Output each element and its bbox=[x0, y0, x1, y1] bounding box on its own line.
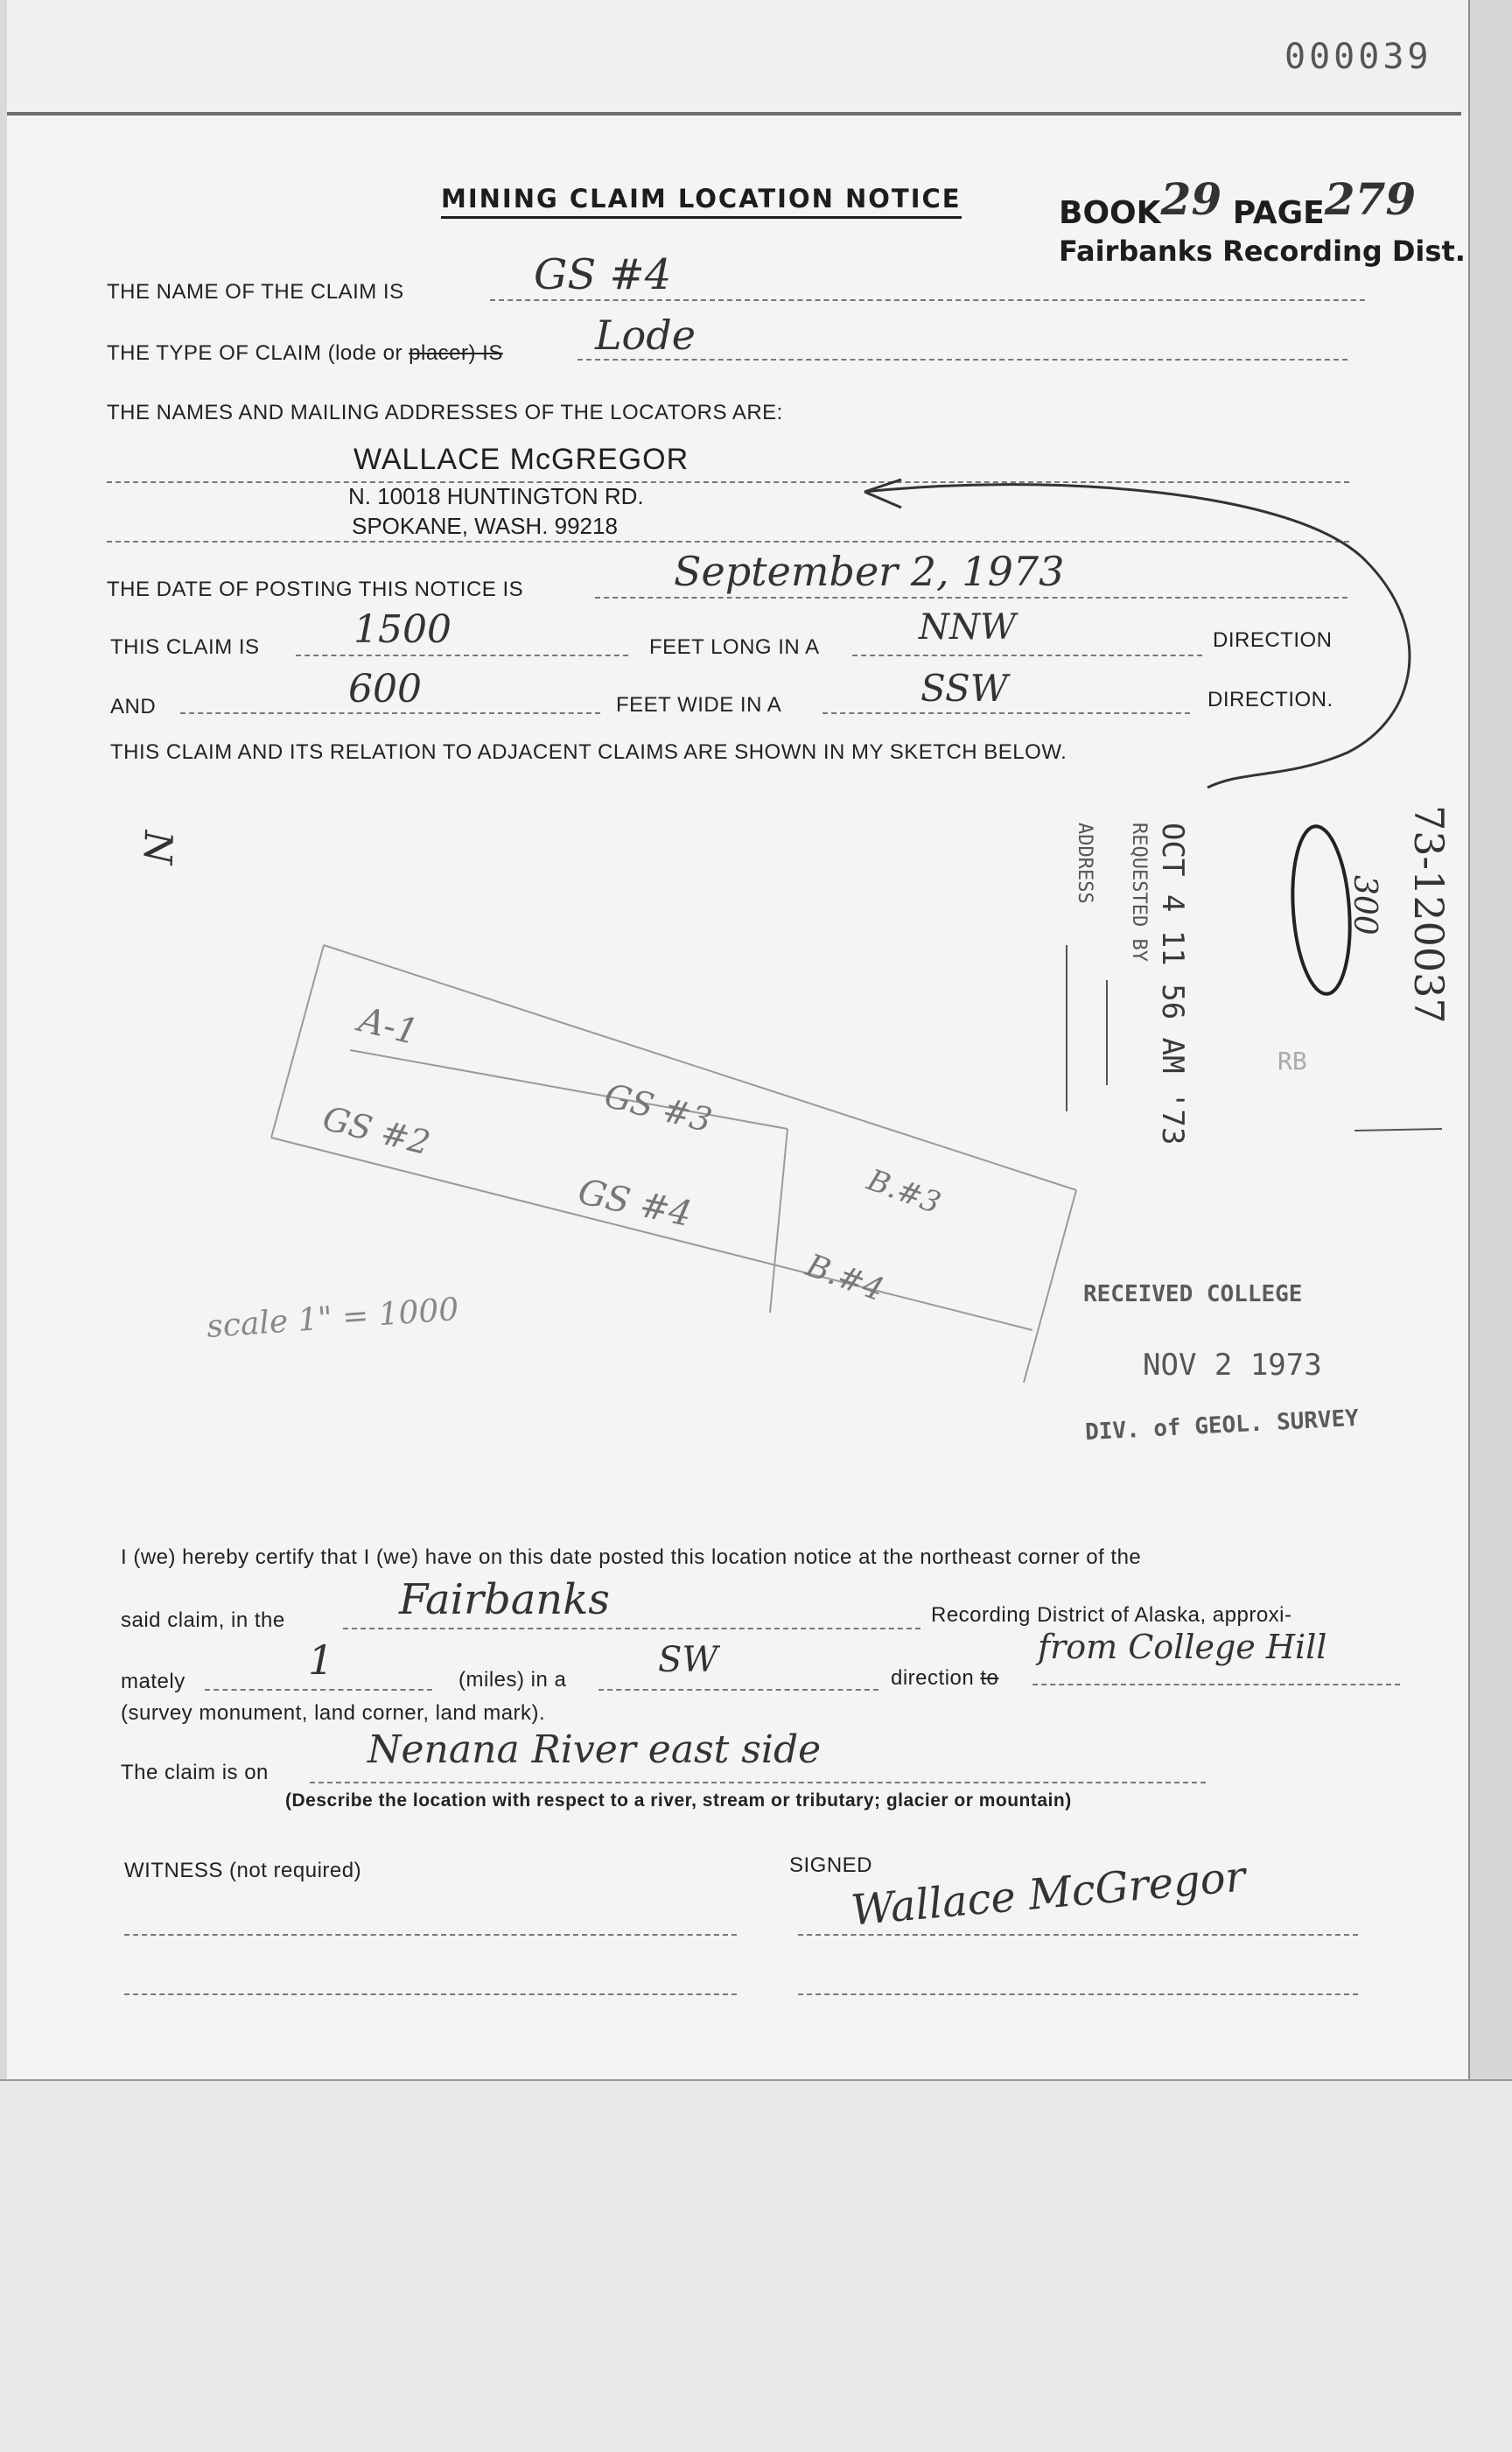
claim-on-rule bbox=[310, 1782, 1206, 1783]
sketch-gs3: GS #3 bbox=[600, 1075, 716, 1140]
signed-label: SIGNED bbox=[789, 1853, 873, 1877]
witness-label: WITNESS (not required) bbox=[124, 1859, 362, 1882]
locator-rule-2 bbox=[107, 541, 1349, 543]
posting-date-rule bbox=[595, 597, 1348, 599]
fee-value: 300 bbox=[1347, 875, 1382, 935]
claim-on-hint: (Describe the location with respect to a river, stream or tributary; glacier or mountain) bbox=[285, 1790, 1072, 1811]
cert-line-2b: Recording District of Alaska, approxi- bbox=[931, 1603, 1292, 1627]
recording-initials: RB bbox=[1278, 1047, 1307, 1075]
sketch-label: THIS CLAIM AND ITS RELATION TO ADJACENT CLAIMS ARE SHOWN IN MY SKETCH BELOW. bbox=[110, 740, 1068, 764]
received-stamp-date: NOV 2 1973 bbox=[1143, 1348, 1322, 1383]
requested-by-stamp: REQUESTED BY bbox=[1128, 823, 1150, 962]
cert-line-3a: mately bbox=[121, 1670, 186, 1693]
long-direction-value: NNW bbox=[919, 607, 1017, 648]
cert-line-1: I (we) hereby certify that I (we) have on this date posted this location notice at the northeast corner of the bbox=[121, 1545, 1142, 1569]
width-value: 600 bbox=[348, 667, 422, 711]
landmark-rule bbox=[1032, 1684, 1400, 1685]
requested-by-rule bbox=[1106, 980, 1108, 1085]
claim-on-label: The claim is on bbox=[121, 1761, 269, 1784]
book-value: 29 bbox=[1160, 173, 1222, 225]
document-number: 000039 bbox=[1284, 37, 1432, 77]
claim-type-struck: placer) IS bbox=[409, 341, 503, 365]
witness-rule-1 bbox=[124, 1934, 737, 1936]
landmark-value: from College Hill bbox=[1038, 1628, 1327, 1666]
posting-date-value: September 2, 1973 bbox=[674, 548, 1065, 595]
claim-name-value: GS #4 bbox=[534, 250, 672, 299]
miles-rule bbox=[205, 1689, 432, 1691]
length-label: THIS CLAIM IS bbox=[110, 635, 260, 659]
signature: Wallace McGregor bbox=[849, 1852, 1248, 1936]
claim-name-rule bbox=[490, 299, 1365, 301]
and-label: AND bbox=[110, 695, 157, 718]
district-value: Fairbanks bbox=[399, 1575, 610, 1624]
recording-date-stamp: OCT 4 11 56 AM '73 bbox=[1155, 823, 1190, 1145]
locator-address-2: SPOKANE, WASH. 99218 bbox=[352, 513, 618, 539]
locator-name: WALLACE McGREGOR bbox=[354, 443, 690, 476]
sketch-scale: scale 1" = 1000 bbox=[205, 1291, 460, 1346]
wide-direction-rule bbox=[822, 712, 1190, 714]
address-rule bbox=[1066, 945, 1068, 1111]
length-rule bbox=[296, 655, 628, 656]
direction-value: SW bbox=[658, 1640, 718, 1680]
direction-word: direction bbox=[891, 1666, 975, 1690]
direction-label: DIRECTION bbox=[1213, 628, 1333, 652]
posting-date-label: THE DATE OF POSTING THIS NOTICE IS bbox=[107, 578, 524, 601]
sketch-label-b3: B.#3 bbox=[862, 1162, 946, 1222]
wide-direction-value: SSW bbox=[920, 667, 1008, 710]
width-rule bbox=[180, 712, 600, 714]
page-value: 279 bbox=[1324, 173, 1417, 225]
claim-type-value: Lode bbox=[595, 312, 696, 359]
locators-label: THE NAMES AND MAILING ADDRESSES OF THE LOCATORS ARE: bbox=[107, 401, 783, 424]
direction-rule bbox=[598, 1689, 878, 1691]
file-number: 73-120037 bbox=[1405, 805, 1452, 1024]
claim-type-rule bbox=[578, 359, 1348, 361]
sketch-north: N bbox=[134, 830, 180, 865]
cert-line-3b: (miles) in a bbox=[458, 1668, 567, 1692]
sketch-gs4: GS #4 bbox=[574, 1171, 696, 1236]
direction-label-2: DIRECTION. bbox=[1208, 688, 1334, 711]
claim-type-label bbox=[107, 341, 503, 366]
claim-type-text: THE TYPE OF CLAIM (lode or bbox=[107, 341, 410, 365]
address-stamp: ADDRESS bbox=[1074, 823, 1096, 904]
feet-wide-label: FEET WIDE IN A bbox=[616, 693, 782, 717]
form-title: MINING CLAIM LOCATION NOTICE bbox=[441, 184, 962, 219]
book-label: BOOK bbox=[1059, 195, 1161, 231]
claim-name-label: THE NAME OF THE CLAIM IS bbox=[107, 280, 404, 304]
cert-line-4: (survey monument, land corner, land mark). bbox=[121, 1701, 546, 1725]
signed-rule-1 bbox=[798, 1934, 1358, 1936]
page-label: PAGE bbox=[1232, 195, 1325, 231]
locator-rule-1 bbox=[107, 481, 1349, 483]
locator-address-1: N. 10018 HUNTINGTON RD. bbox=[348, 483, 644, 509]
witness-rule-2 bbox=[124, 1993, 737, 1995]
cert-line-2a: said claim, in the bbox=[121, 1608, 285, 1632]
bottom-strip bbox=[0, 2079, 1512, 2452]
long-direction-rule bbox=[852, 655, 1202, 656]
sketch-gs2: GS #2 bbox=[318, 1098, 434, 1163]
district-rule bbox=[343, 1628, 920, 1629]
length-value: 1500 bbox=[354, 607, 452, 652]
top-band-edge bbox=[0, 112, 1461, 116]
received-stamp-line3: DIV. of GEOL. SURVEY bbox=[1084, 1405, 1360, 1447]
cert-line-3c bbox=[891, 1666, 998, 1691]
miles-value: 1 bbox=[308, 1636, 334, 1684]
book-page-line bbox=[1059, 173, 1417, 234]
claim-on-value: Nenana River east side bbox=[368, 1727, 822, 1772]
sketch-claim-a: A-1 bbox=[354, 999, 423, 1054]
recording-district: Fairbanks Recording Dist. bbox=[1059, 235, 1466, 268]
received-stamp-line1: RECEIVED COLLEGE bbox=[1083, 1281, 1303, 1307]
to-word: to bbox=[980, 1666, 999, 1690]
signed-rule-2 bbox=[798, 1993, 1358, 1995]
feet-long-label: FEET LONG IN A bbox=[649, 635, 820, 659]
sketch-label-b4: B.#4 bbox=[801, 1247, 889, 1309]
